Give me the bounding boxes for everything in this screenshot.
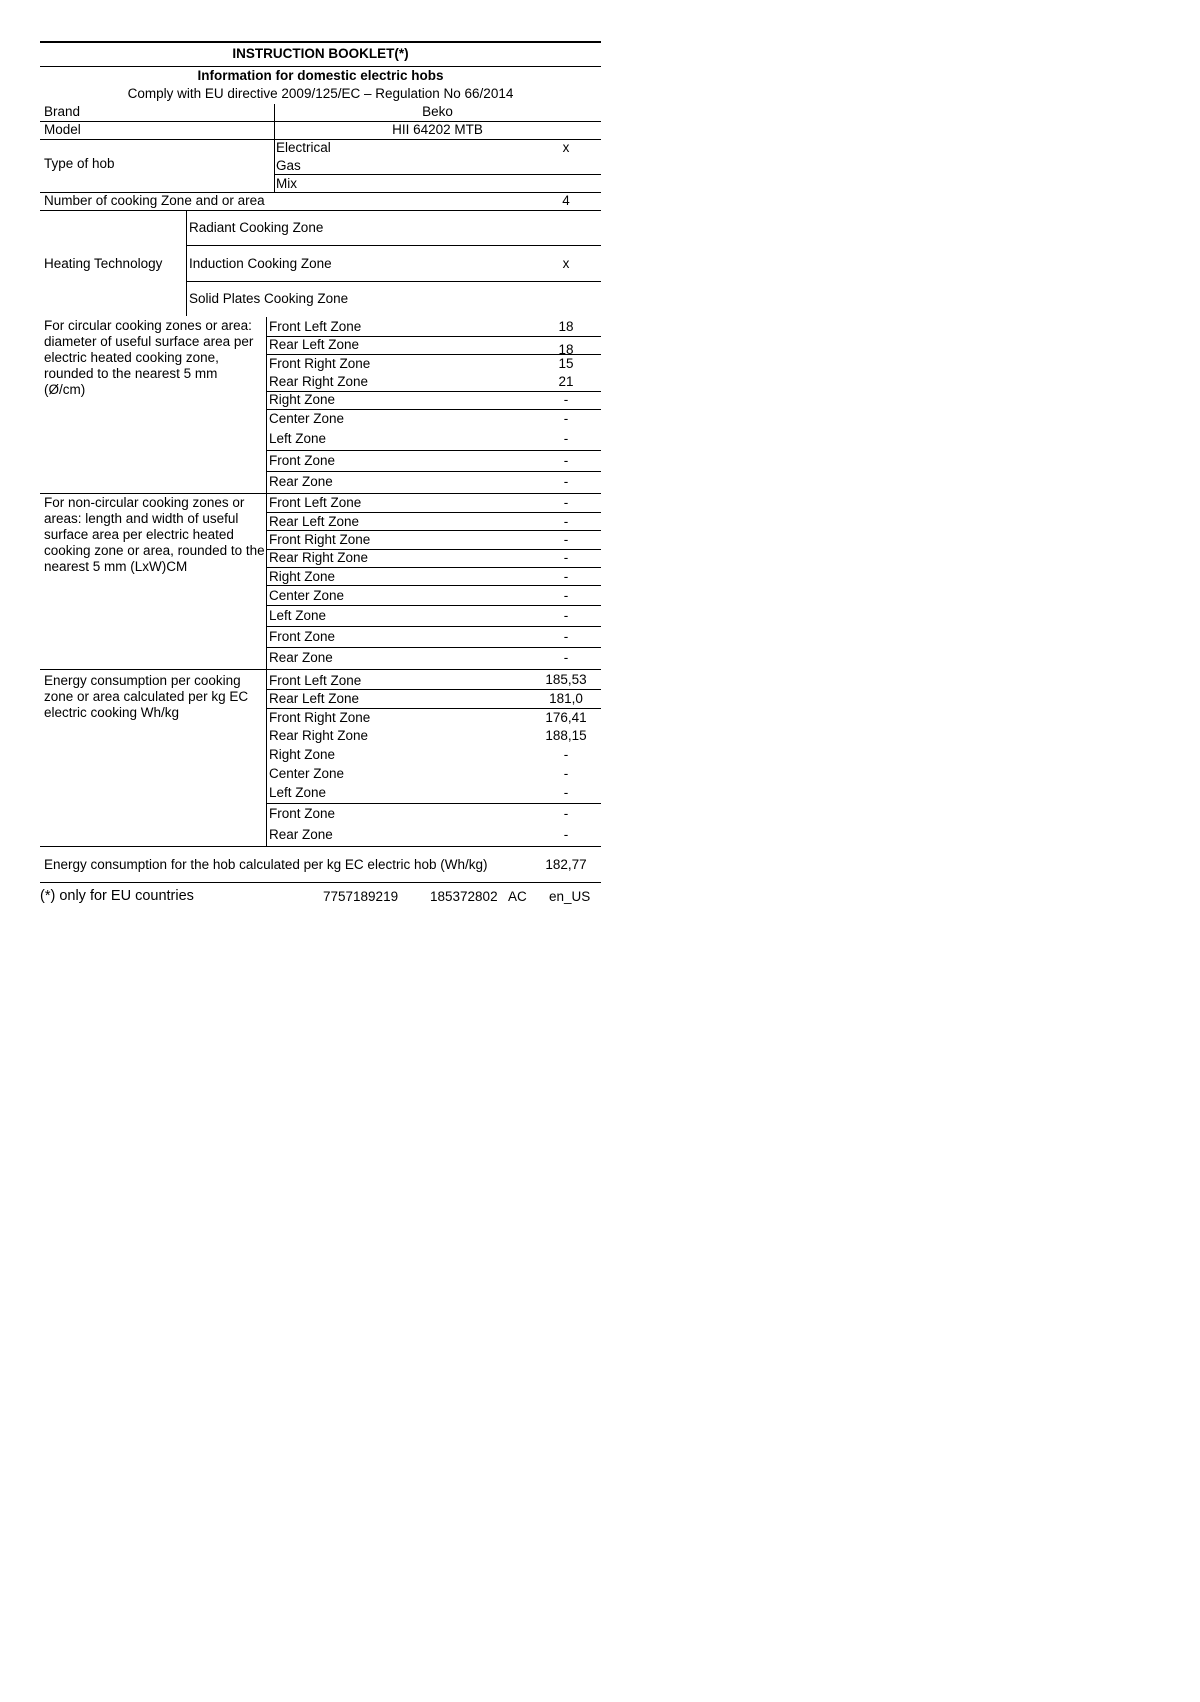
divider bbox=[266, 585, 601, 586]
type-of-hob-label: Type of hob bbox=[44, 156, 115, 171]
divider bbox=[266, 605, 601, 606]
circular-zone-value: 15 bbox=[558, 356, 574, 371]
noncircular-zone-name: Left Zone bbox=[269, 608, 327, 623]
energy-zone-name: Center Zone bbox=[269, 766, 345, 781]
noncircular-zone-name: Front Left Zone bbox=[269, 495, 362, 510]
noncircular-zone-name: Rear Right Zone bbox=[269, 550, 369, 565]
circular-zone-value: - bbox=[563, 431, 569, 446]
circular-zone-value: - bbox=[563, 474, 569, 489]
energy-zone-name: Front Zone bbox=[269, 806, 336, 821]
noncircular-zones-label: For non-circular cooking zones or areas: length and width of useful surface area per electric heated cooking zone or area, rounded to the nearest 5 mm (LxW)CM bbox=[44, 495, 265, 574]
noncircular-zone-value: - bbox=[563, 650, 569, 665]
energy-hob-value: 182,77 bbox=[545, 857, 587, 872]
document-code: 7757189219 bbox=[323, 889, 399, 904]
circular-zone-name: Front Right Zone bbox=[269, 356, 371, 371]
energy-zone-value: 188,15 bbox=[545, 728, 587, 743]
section-divider bbox=[40, 493, 601, 494]
section-divider bbox=[40, 846, 601, 847]
energy-hob-label: Energy consumption for the hob calculated per kg EC electric hob (Wh/kg) bbox=[44, 857, 488, 872]
energy-zone-value: - bbox=[563, 806, 569, 821]
hob-type-electrical: Electrical bbox=[276, 140, 331, 155]
heating-induction: Induction Cooking Zone bbox=[189, 256, 332, 271]
noncircular-zone-name: Center Zone bbox=[269, 588, 345, 603]
brand-value: Beko bbox=[422, 104, 453, 119]
circular-zone-value: 21 bbox=[558, 374, 574, 389]
noncircular-zone-value: - bbox=[563, 550, 569, 565]
hob-type-electrical-mark: x bbox=[562, 140, 570, 155]
booklet-title: INSTRUCTION BOOKLET(*) bbox=[232, 46, 409, 61]
divider bbox=[266, 803, 601, 804]
circular-zone-name: Front Zone bbox=[269, 453, 336, 468]
circular-zones-label: For circular cooking zones or area: diameter of useful surface area per electric heated cooking zone, rounded to the nearest 5 mm (Ø/cm) bbox=[44, 318, 254, 397]
energy-zone-name: Front Left Zone bbox=[269, 673, 362, 688]
energy-zone-name: Front Right Zone bbox=[269, 710, 371, 725]
noncircular-zone-name: Right Zone bbox=[269, 569, 336, 584]
revision-code: AC bbox=[508, 889, 527, 904]
model-value: HII 64202 MTB bbox=[392, 122, 483, 137]
divider bbox=[266, 354, 601, 355]
circular-zone-name: Center Zone bbox=[269, 411, 345, 426]
top-rule bbox=[40, 41, 601, 43]
energy-zone-name: Rear Left Zone bbox=[269, 691, 360, 706]
hob-type-mix: Mix bbox=[276, 176, 297, 191]
divider bbox=[266, 450, 601, 451]
divider bbox=[266, 512, 601, 513]
noncircular-zone-value: - bbox=[563, 495, 569, 510]
divider bbox=[266, 689, 601, 690]
divider bbox=[266, 567, 601, 568]
noncircular-zone-value: - bbox=[563, 629, 569, 644]
energy-zone-value: - bbox=[563, 827, 569, 842]
section-divider bbox=[40, 882, 601, 883]
energy-zone-value: 181,0 bbox=[549, 691, 583, 706]
circular-zone-name: Rear Right Zone bbox=[269, 374, 369, 389]
energy-zone-name: Rear Right Zone bbox=[269, 728, 369, 743]
energy-zone-value: - bbox=[563, 766, 569, 781]
column-divider bbox=[266, 317, 267, 847]
divider bbox=[40, 66, 601, 67]
noncircular-zone-name: Front Zone bbox=[269, 629, 336, 644]
booklet-subtitle: Information for domestic electric hobs bbox=[197, 68, 444, 83]
circular-zone-value: - bbox=[563, 411, 569, 426]
energy-zone-name: Right Zone bbox=[269, 747, 336, 762]
energy-zone-value: - bbox=[563, 747, 569, 762]
circular-zone-value: 18 bbox=[558, 342, 574, 357]
divider bbox=[266, 471, 601, 472]
circular-zone-value: - bbox=[563, 392, 569, 407]
divider bbox=[186, 281, 601, 282]
energy-zone-label: Energy consumption per cooking zone or area calculated per kg EC electric cooking Wh/kg bbox=[44, 673, 249, 720]
zones-count-value: 4 bbox=[562, 193, 570, 208]
circular-zone-name: Front Left Zone bbox=[269, 319, 362, 334]
divider bbox=[266, 626, 601, 627]
noncircular-zone-name: Rear Left Zone bbox=[269, 514, 360, 529]
divider bbox=[274, 174, 601, 175]
noncircular-zone-value: - bbox=[563, 588, 569, 603]
brand-label: Brand bbox=[44, 104, 81, 119]
column-divider bbox=[186, 210, 187, 316]
divider bbox=[40, 210, 601, 211]
noncircular-zone-name: Rear Zone bbox=[269, 650, 333, 665]
energy-zone-name: Rear Zone bbox=[269, 827, 333, 842]
circular-zone-value: 18 bbox=[558, 319, 574, 334]
part-code: 185372802 bbox=[430, 889, 498, 904]
divider bbox=[266, 647, 601, 648]
energy-zone-name: Left Zone bbox=[269, 785, 327, 800]
noncircular-zone-value: - bbox=[563, 608, 569, 623]
energy-zone-value: 185,53 bbox=[545, 672, 587, 687]
circular-zone-name: Right Zone bbox=[269, 392, 336, 407]
divider bbox=[266, 530, 601, 531]
circular-zone-name: Rear Zone bbox=[269, 474, 333, 489]
heating-technology-label: Heating Technology bbox=[44, 256, 163, 271]
section-divider bbox=[40, 669, 601, 670]
locale-code: en_US bbox=[549, 889, 591, 904]
model-label: Model bbox=[44, 122, 81, 137]
circular-zone-name: Rear Left Zone bbox=[269, 337, 360, 352]
divider bbox=[186, 245, 601, 246]
hob-type-gas: Gas bbox=[276, 158, 301, 173]
noncircular-zone-value: - bbox=[563, 514, 569, 529]
divider bbox=[266, 708, 601, 709]
eu-footnote: (*) only for EU countries bbox=[40, 888, 194, 904]
heating-induction-mark: x bbox=[562, 256, 570, 271]
directive-text: Comply with EU directive 2009/125/EC – Regulation No 66/2014 bbox=[127, 86, 514, 101]
circular-zone-value: - bbox=[563, 453, 569, 468]
energy-zone-value: - bbox=[563, 785, 569, 800]
noncircular-zone-value: - bbox=[563, 569, 569, 584]
column-divider bbox=[274, 104, 275, 192]
divider bbox=[266, 409, 601, 410]
zones-count-label: Number of cooking Zone and or area bbox=[44, 193, 265, 208]
circular-zone-name: Left Zone bbox=[269, 431, 327, 446]
heating-solid-plates: Solid Plates Cooking Zone bbox=[189, 291, 349, 306]
noncircular-zone-value: - bbox=[563, 532, 569, 547]
heating-radiant: Radiant Cooking Zone bbox=[189, 220, 324, 235]
energy-zone-value: 176,41 bbox=[545, 710, 587, 725]
noncircular-zone-name: Front Right Zone bbox=[269, 532, 371, 547]
